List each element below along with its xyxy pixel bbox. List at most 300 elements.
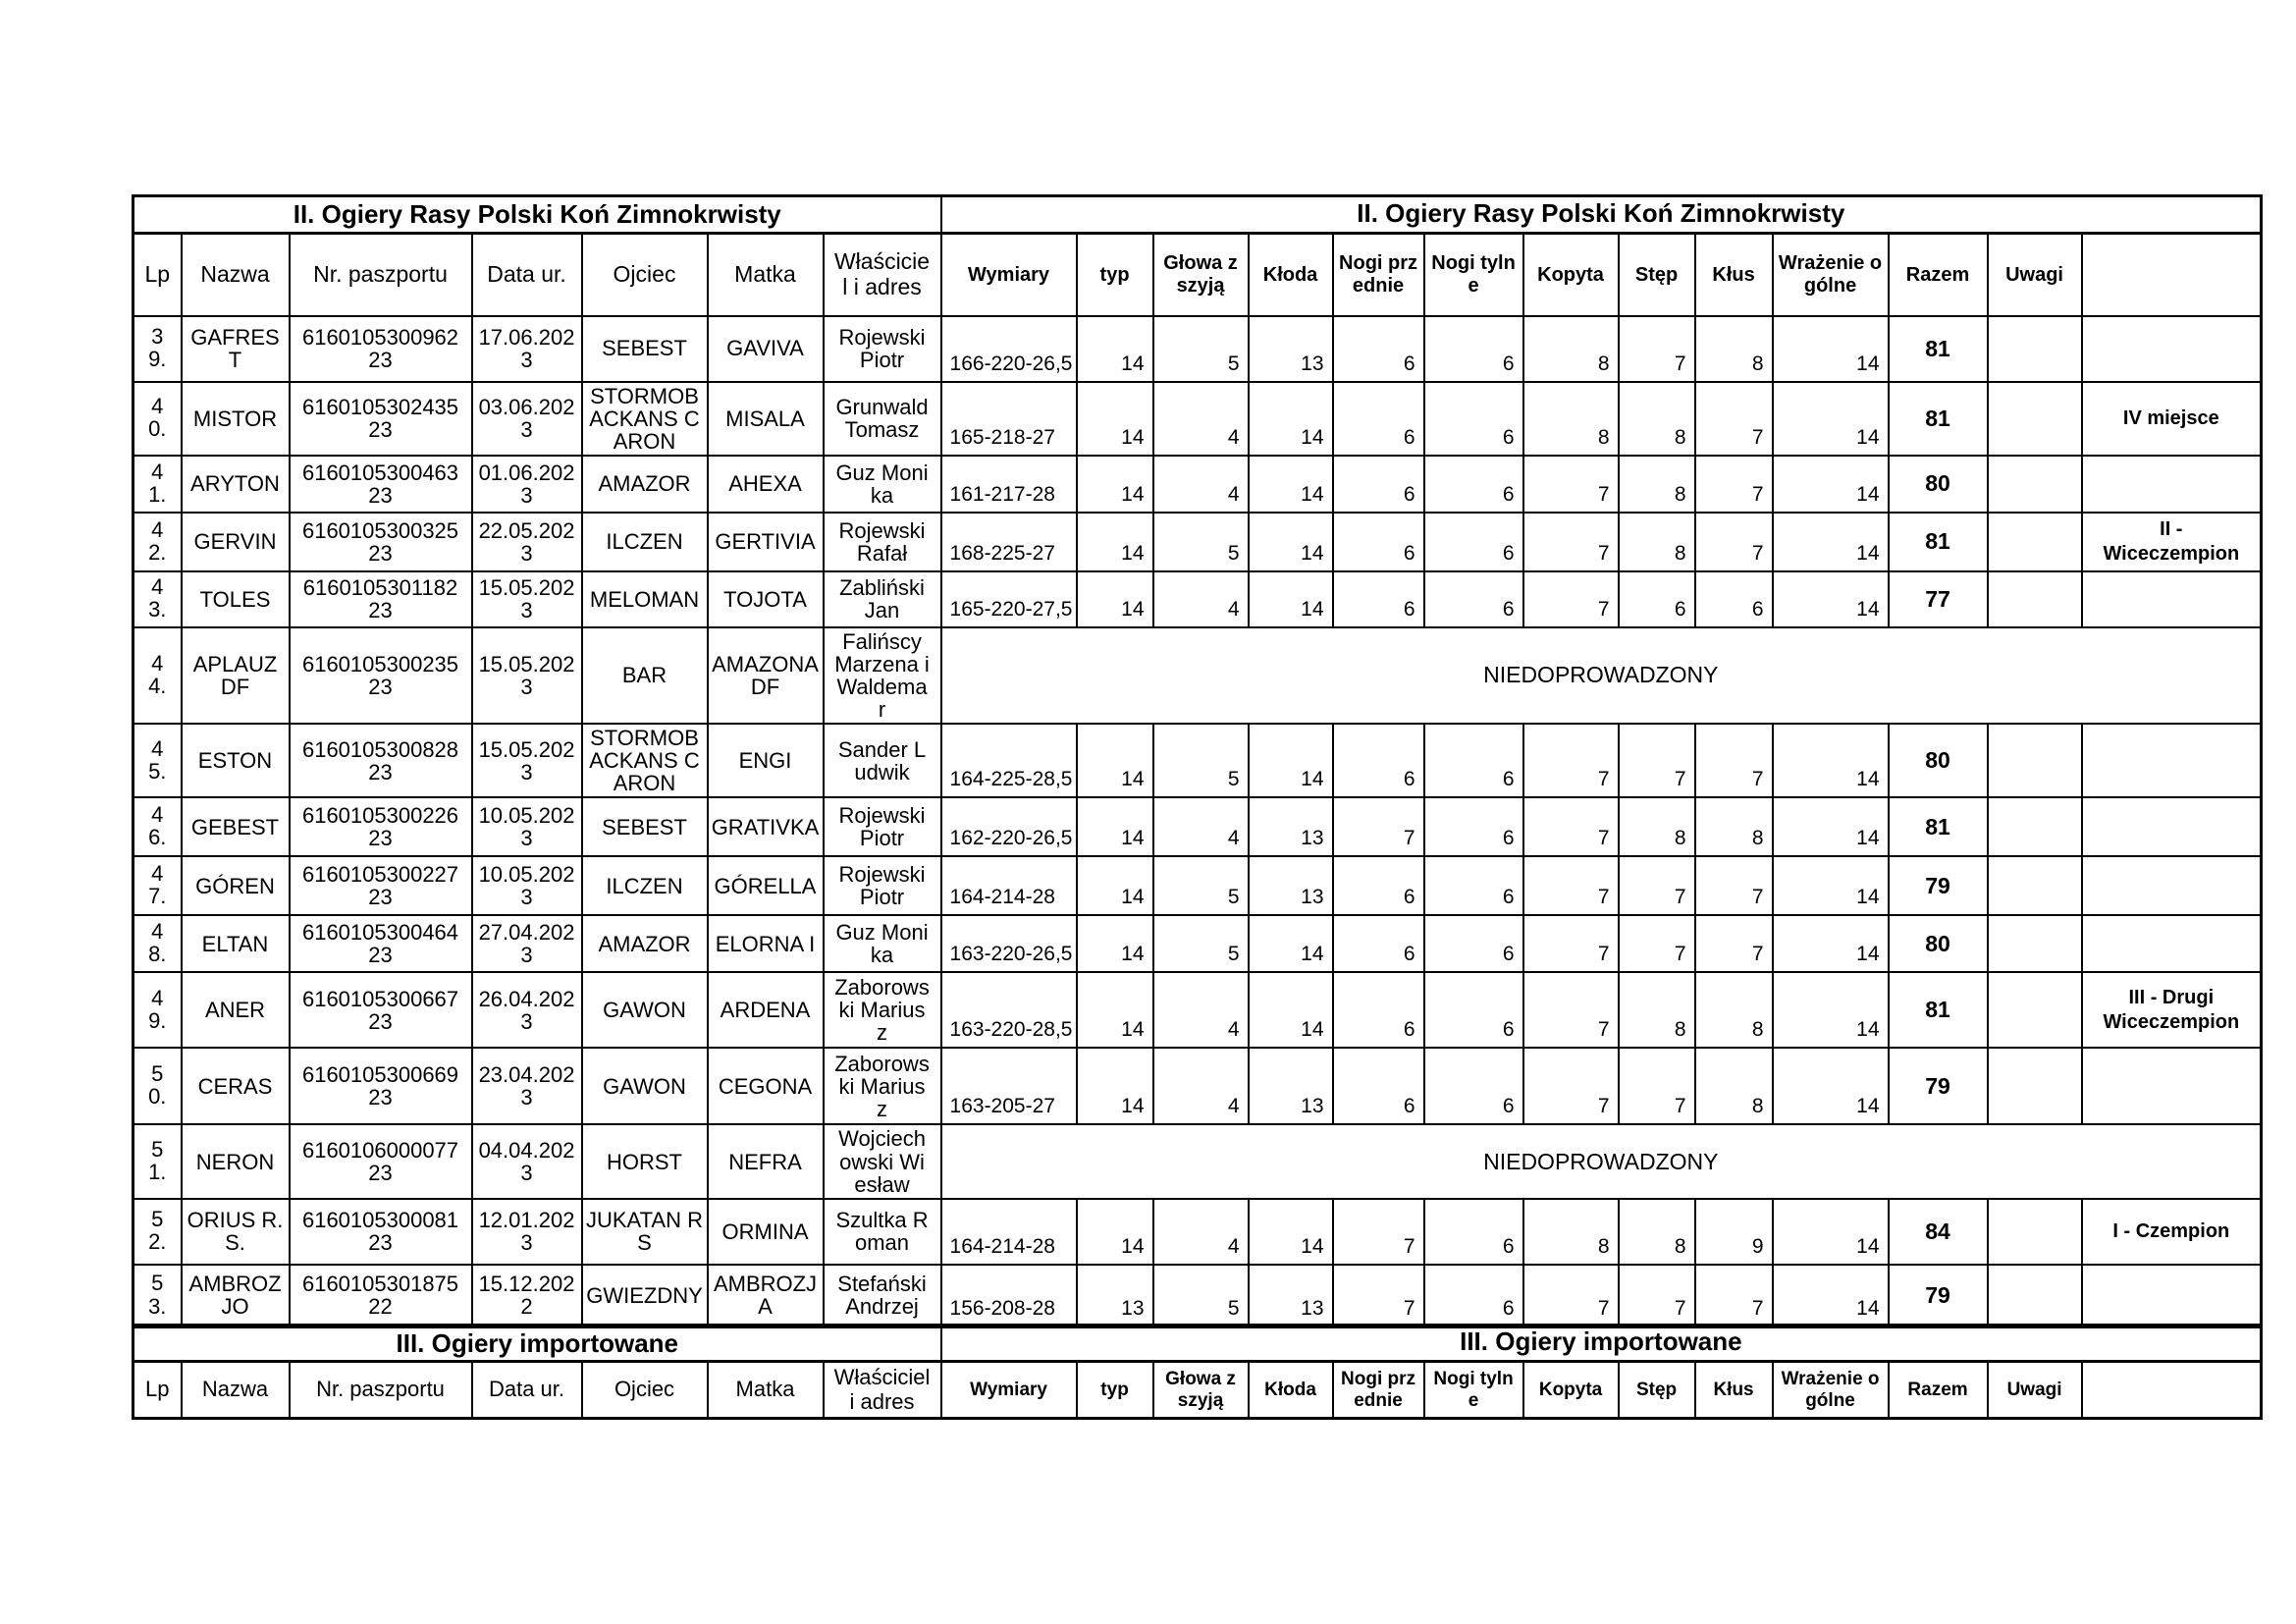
cell-nogi_przednie: 6 [1333, 915, 1424, 972]
cell-paszport: 616010530118223 [290, 571, 472, 627]
cell-kopyta: 7 [1523, 513, 1619, 571]
cell-wlasciciel: Wojciechowski Wiesław [824, 1124, 941, 1198]
lp-text: 46. [148, 802, 167, 850]
cell-wymiary: 156-208-28 [941, 1265, 1077, 1327]
table-row-45 [133, 724, 2262, 797]
cell-ojciec: BAR [582, 627, 708, 724]
cell-ojciec: SEBEST [582, 797, 708, 856]
cell-nogi_tylne: 6 [1424, 972, 1523, 1048]
cell-step: 6 [1619, 571, 1695, 627]
cell-razem: 79 [1889, 1048, 1988, 1124]
cell-wrazenie: 14 [1773, 1265, 1889, 1327]
lp-text: 47. [148, 861, 167, 909]
cell-wrazenie: 14 [1773, 797, 1889, 856]
column-header-wrazenie: Wrażenie ogólne [1773, 234, 1889, 316]
cell-lp [133, 915, 182, 972]
cell-matka: MISALA [708, 382, 824, 456]
cell-nogi_przednie: 6 [1333, 382, 1424, 456]
cell-paszport: 616010530187522 [290, 1265, 472, 1327]
table-row-44 [133, 627, 2262, 724]
cell-kloda: 14 [1249, 456, 1333, 513]
cell-step: 8 [1619, 797, 1695, 856]
cell-nazwa: ARYTON [182, 456, 290, 513]
cell-miejsce [2082, 1048, 2262, 1124]
cell-typ: 14 [1077, 797, 1153, 856]
cell-data_ur: 15.12.2022 [472, 1265, 582, 1327]
cell-lp [133, 571, 182, 627]
cell-ojciec: ILCZEN [582, 513, 708, 571]
column-header-razem: Razem [1889, 234, 1988, 316]
cell-nazwa: TOLES [182, 571, 290, 627]
cell-uwagi [1988, 972, 2082, 1048]
cell-paszport: 616010530008123 [290, 1199, 472, 1265]
cell-klus: 7 [1695, 856, 1773, 915]
cell-klus: 7 [1695, 513, 1773, 571]
cell-kopyta: 8 [1523, 1199, 1619, 1265]
cell-razem: 81 [1889, 972, 1988, 1048]
table-row-40 [133, 382, 2262, 456]
cell-typ: 14 [1077, 724, 1153, 797]
table-row-53 [133, 1265, 2262, 1327]
table-row-43 [133, 571, 2262, 627]
cell-nogi_tylne: 6 [1424, 1199, 1523, 1265]
cell-klus: 8 [1695, 316, 1773, 382]
cell-matka: ENGI [708, 724, 824, 797]
cell-klus: 8 [1695, 1048, 1773, 1124]
cell-razem: 81 [1889, 797, 1988, 856]
cell-wrazenie: 14 [1773, 316, 1889, 382]
column-header-miejsce [2082, 1362, 2262, 1419]
column-header-typ: typ [1077, 234, 1153, 316]
column-header-lp: Lp [133, 1362, 182, 1419]
cell-klus: 8 [1695, 972, 1773, 1048]
cell-wlasciciel: Zaborowski Mariusz [824, 972, 941, 1048]
cell-nazwa: ANER [182, 972, 290, 1048]
cell-glowa: 4 [1153, 456, 1249, 513]
cell-uwagi [1988, 382, 2082, 456]
cell-wlasciciel: Szultka Roman [824, 1199, 941, 1265]
cell-step: 8 [1619, 456, 1695, 513]
cell-kopyta: 7 [1523, 972, 1619, 1048]
cell-typ: 14 [1077, 456, 1153, 513]
cell-ojciec: AMAZOR [582, 915, 708, 972]
cell-matka: ELORNA I [708, 915, 824, 972]
section2-title-row [133, 196, 2262, 234]
column-header-matka: Matka [708, 234, 824, 316]
cell-ojciec: MELOMAN [582, 571, 708, 627]
column-header-wlasciciel: Właściciel i adres [824, 1362, 941, 1419]
cell-typ: 14 [1077, 1048, 1153, 1124]
cell-matka: AHEXA [708, 456, 824, 513]
cell-data_ur: 04.04.2023 [472, 1124, 582, 1198]
cell-matka: ARDENA [708, 972, 824, 1048]
column-header-ojciec: Ojciec [582, 234, 708, 316]
cell-wymiary: 164-214-28 [941, 856, 1077, 915]
cell-razem: 80 [1889, 456, 1988, 513]
cell-ojciec: GAWON [582, 1048, 708, 1124]
column-header-ojciec: Ojciec [582, 1362, 708, 1419]
cell-data_ur: 15.05.2023 [472, 627, 582, 724]
cell-miejsce [2082, 1265, 2262, 1327]
cell-paszport: 616010530082823 [290, 724, 472, 797]
cell-step: 8 [1619, 972, 1695, 1048]
cell-nazwa: ESTON [182, 724, 290, 797]
cell-kloda: 14 [1249, 972, 1333, 1048]
cell-lp [133, 456, 182, 513]
cell-ojciec: GWIEZDNY [582, 1265, 708, 1327]
lp-text: 48. [148, 919, 167, 967]
cell-paszport: 616010530046423 [290, 915, 472, 972]
cell-kloda: 13 [1249, 1265, 1333, 1327]
cell-wymiary: 165-220-27,5 [941, 571, 1077, 627]
cell-klus: 7 [1695, 382, 1773, 456]
cell-glowa: 5 [1153, 513, 1249, 571]
cell-wrazenie: 14 [1773, 513, 1889, 571]
cell-ojciec: STORMOBACKANS CARON [582, 724, 708, 797]
cell-glowa: 4 [1153, 972, 1249, 1048]
cell-nazwa: ORIUS R.S. [182, 1199, 290, 1265]
cell-glowa: 4 [1153, 1048, 1249, 1124]
cell-razem: 81 [1889, 316, 1988, 382]
cell-uwagi [1988, 797, 2082, 856]
cell-nogi_tylne: 6 [1424, 456, 1523, 513]
cell-miejsce [2082, 915, 2262, 972]
lp-text: 50. [148, 1061, 167, 1110]
cell-wlasciciel: Falińscy Marzena i Waldemar [824, 627, 941, 724]
cell-typ: 14 [1077, 972, 1153, 1048]
table-row-39 [133, 316, 2262, 382]
column-header-row [133, 1362, 2262, 1419]
cell-wlasciciel: Grunwald Tomasz [824, 382, 941, 456]
cell-miejsce [2082, 856, 2262, 915]
cell-nogi_przednie: 6 [1333, 1048, 1424, 1124]
cell-lp [133, 513, 182, 571]
cell-matka: NEFRA [708, 1124, 824, 1198]
cell-uwagi [1988, 571, 2082, 627]
cell-wymiary: 165-218-27 [941, 382, 1077, 456]
cell-wlasciciel: Guz Monika [824, 915, 941, 972]
cell-glowa: 5 [1153, 856, 1249, 915]
cell-step: 8 [1619, 1199, 1695, 1265]
cell-kloda: 14 [1249, 513, 1333, 571]
cell-glowa: 4 [1153, 1199, 1249, 1265]
cell-paszport: 616010600007723 [290, 1124, 472, 1198]
cell-miejsce: I - Czempion [2082, 1199, 2262, 1265]
table-row-41 [133, 456, 2262, 513]
lp-text: 44. [148, 650, 167, 699]
cell-wlasciciel: Rojewski Piotr [824, 316, 941, 382]
cell-step: 7 [1619, 316, 1695, 382]
cell-ojciec: ILCZEN [582, 856, 708, 915]
cell-uwagi [1988, 456, 2082, 513]
cell-razem: 79 [1889, 1265, 1988, 1327]
column-header-miejsce [2082, 234, 2262, 316]
cell-miejsce [2082, 797, 2262, 856]
table-row-48 [133, 915, 2262, 972]
cell-step: 8 [1619, 513, 1695, 571]
cell-nazwa: AMBROZJO [182, 1265, 290, 1327]
column-header-uwagi: Uwagi [1988, 234, 2082, 316]
lp-text: 53. [148, 1271, 167, 1319]
cell-kloda: 13 [1249, 797, 1333, 856]
column-header-row [133, 234, 2262, 316]
column-header-wrazenie: Wrażenie ogólne [1773, 1362, 1889, 1419]
cell-niedoprowadzony: NIEDOPROWADZONY [941, 1124, 2262, 1198]
cell-matka: GRATIVKA [708, 797, 824, 856]
cell-nazwa: MISTOR [182, 382, 290, 456]
cell-lp [133, 1048, 182, 1124]
cell-kloda: 14 [1249, 571, 1333, 627]
cell-uwagi [1988, 1048, 2082, 1124]
cell-nogi_tylne: 6 [1424, 1048, 1523, 1124]
cell-step: 7 [1619, 915, 1695, 972]
cell-wlasciciel: Stefański Andrzej [824, 1265, 941, 1327]
cell-kopyta: 7 [1523, 456, 1619, 513]
cell-data_ur: 15.05.2023 [472, 724, 582, 797]
cell-ojciec: HORST [582, 1124, 708, 1198]
cell-typ: 14 [1077, 316, 1153, 382]
lp-text: 42. [148, 516, 167, 565]
cell-uwagi [1988, 316, 2082, 382]
column-header-kopyta: Kopyta [1523, 234, 1619, 316]
cell-typ: 14 [1077, 1199, 1153, 1265]
section3-title-row [133, 1326, 2262, 1362]
section2-table [132, 194, 2263, 1328]
column-header-typ: typ [1077, 1362, 1153, 1419]
cell-matka: AMAZONA DF [708, 627, 824, 724]
cell-miejsce: II - Wiceczempion [2082, 513, 2262, 571]
table-row-42 [133, 513, 2262, 571]
cell-nogi_tylne: 6 [1424, 316, 1523, 382]
column-header-klus: Kłus [1695, 1362, 1773, 1419]
cell-kopyta: 7 [1523, 571, 1619, 627]
cell-matka: AMBROZJA [708, 1265, 824, 1327]
column-header-data_ur: Data ur. [472, 234, 582, 316]
cell-nazwa: ELTAN [182, 915, 290, 972]
cell-nogi_przednie: 6 [1333, 316, 1424, 382]
cell-wymiary: 163-220-28,5 [941, 972, 1077, 1048]
column-header-nogi_tylne: Nogi tylne [1424, 234, 1523, 316]
cell-nazwa: GAFREST [182, 316, 290, 382]
section3-table [132, 1324, 2263, 1420]
cell-kloda: 14 [1249, 915, 1333, 972]
column-header-kopyta: Kopyta [1523, 1362, 1619, 1419]
column-header-razem: Razem [1889, 1362, 1988, 1419]
cell-nogi_przednie: 6 [1333, 571, 1424, 627]
cell-glowa: 5 [1153, 316, 1249, 382]
cell-niedoprowadzony: NIEDOPROWADZONY [941, 627, 2262, 724]
cell-lp [133, 856, 182, 915]
cell-paszport: 616010530096223 [290, 316, 472, 382]
cell-wymiary: 164-214-28 [941, 1199, 1077, 1265]
cell-typ: 13 [1077, 1265, 1153, 1327]
cell-lp [133, 382, 182, 456]
cell-kloda: 13 [1249, 316, 1333, 382]
cell-wrazenie: 14 [1773, 724, 1889, 797]
cell-klus: 7 [1695, 724, 1773, 797]
cell-razem: 77 [1889, 571, 1988, 627]
cell-razem: 81 [1889, 513, 1988, 571]
cell-wymiary: 164-225-28,5 [941, 724, 1077, 797]
column-header-nazwa: Nazwa [182, 1362, 290, 1419]
cell-wrazenie: 14 [1773, 972, 1889, 1048]
cell-paszport: 616010530022723 [290, 856, 472, 915]
cell-kloda: 14 [1249, 1199, 1333, 1265]
cell-matka: GERTIVIA [708, 513, 824, 571]
cell-nazwa: GEBEST [182, 797, 290, 856]
cell-nogi_przednie: 6 [1333, 513, 1424, 571]
cell-nogi_przednie: 6 [1333, 856, 1424, 915]
cell-lp [133, 627, 182, 724]
cell-wymiary: 163-220-26,5 [941, 915, 1077, 972]
cell-paszport: 616010530243523 [290, 382, 472, 456]
cell-data_ur: 03.06.2023 [472, 382, 582, 456]
table-row-51 [133, 1124, 2262, 1198]
cell-typ: 14 [1077, 856, 1153, 915]
cell-wymiary: 163-205-27 [941, 1048, 1077, 1124]
cell-miejsce [2082, 316, 2262, 382]
cell-lp [133, 972, 182, 1048]
column-header-step: Stęp [1619, 234, 1695, 316]
cell-lp [133, 797, 182, 856]
cell-matka: TOJOTA [708, 571, 824, 627]
cell-nogi_przednie: 7 [1333, 797, 1424, 856]
cell-razem: 80 [1889, 724, 1988, 797]
cell-typ: 14 [1077, 513, 1153, 571]
lp-text: 52. [148, 1207, 167, 1255]
cell-miejsce: III - Drugi Wiceczempion [2082, 972, 2262, 1048]
cell-glowa: 4 [1153, 571, 1249, 627]
cell-nazwa: GÓREN [182, 856, 290, 915]
cell-wlasciciel: Sander Ludwik [824, 724, 941, 797]
cell-nogi_tylne: 6 [1424, 382, 1523, 456]
cell-wrazenie: 14 [1773, 915, 1889, 972]
column-header-klus: Kłus [1695, 234, 1773, 316]
cell-nogi_tylne: 6 [1424, 513, 1523, 571]
lp-text: 49. [148, 985, 167, 1033]
cell-razem: 80 [1889, 915, 1988, 972]
cell-nazwa: NERON [182, 1124, 290, 1198]
table-row-52 [133, 1199, 2262, 1265]
cell-nogi_tylne: 6 [1424, 915, 1523, 972]
cell-uwagi [1988, 513, 2082, 571]
cell-data_ur: 10.05.2023 [472, 856, 582, 915]
cell-data_ur: 10.05.2023 [472, 797, 582, 856]
cell-klus: 7 [1695, 915, 1773, 972]
cell-ojciec: SEBEST [582, 316, 708, 382]
cell-klus: 7 [1695, 1265, 1773, 1327]
cell-wymiary: 161-217-28 [941, 456, 1077, 513]
cell-kopyta: 8 [1523, 316, 1619, 382]
cell-paszport: 616010530046323 [290, 456, 472, 513]
column-header-wymiary: Wymiary [941, 234, 1077, 316]
cell-nazwa: CERAS [182, 1048, 290, 1124]
cell-miejsce [2082, 571, 2262, 627]
cell-data_ur: 15.05.2023 [472, 571, 582, 627]
cell-uwagi [1988, 915, 2082, 972]
column-header-wlasciciel: Właściciel i adres [824, 234, 941, 316]
cell-matka: ORMINA [708, 1199, 824, 1265]
cell-nazwa: APLAUZ DF [182, 627, 290, 724]
cell-wrazenie: 14 [1773, 571, 1889, 627]
lp-text: 40. [148, 394, 167, 442]
cell-klus: 6 [1695, 571, 1773, 627]
cell-ojciec: AMAZOR [582, 456, 708, 513]
cell-nogi_przednie: 7 [1333, 1199, 1424, 1265]
cell-step: 7 [1619, 724, 1695, 797]
cell-kopyta: 7 [1523, 1048, 1619, 1124]
cell-ojciec: STORMOBACKANS CARON [582, 382, 708, 456]
cell-paszport: 616010530066923 [290, 1048, 472, 1124]
cell-kopyta: 8 [1523, 382, 1619, 456]
cell-lp [133, 316, 182, 382]
column-header-wymiary: Wymiary [941, 1362, 1077, 1419]
cell-kloda: 14 [1249, 382, 1333, 456]
cell-step: 7 [1619, 856, 1695, 915]
cell-wymiary: 166-220-26,5 [941, 316, 1077, 382]
cell-wlasciciel: Rojewski Piotr [824, 856, 941, 915]
cell-wlasciciel: Zabliński Jan [824, 571, 941, 627]
cell-kopyta: 7 [1523, 724, 1619, 797]
table-row-46 [133, 797, 2262, 856]
column-header-paszport: Nr. paszportu [290, 234, 472, 316]
column-header-step: Stęp [1619, 1362, 1695, 1419]
lp-text: 39. [148, 323, 167, 372]
column-header-kloda: Kłoda [1249, 1362, 1333, 1419]
cell-uwagi [1988, 1265, 2082, 1327]
cell-matka: GAVIVA [708, 316, 824, 382]
lp-text: 41. [148, 459, 167, 507]
cell-lp [133, 1124, 182, 1198]
cell-razem: 79 [1889, 856, 1988, 915]
cell-klus: 7 [1695, 456, 1773, 513]
column-header-glowa: Głowa z szyją [1153, 234, 1249, 316]
cell-miejsce: IV miejsce [2082, 382, 2262, 456]
cell-klus: 9 [1695, 1199, 1773, 1265]
cell-data_ur: 17.06.2023 [472, 316, 582, 382]
cell-wlasciciel: Rojewski Rafał [824, 513, 941, 571]
cell-nogi_przednie: 6 [1333, 456, 1424, 513]
cell-wlasciciel: Guz Monika [824, 456, 941, 513]
cell-step: 7 [1619, 1265, 1695, 1327]
cell-matka: GÓRELLA [708, 856, 824, 915]
column-header-matka: Matka [708, 1362, 824, 1419]
cell-data_ur: 01.06.2023 [472, 456, 582, 513]
cell-typ: 14 [1077, 382, 1153, 456]
lp-text: 51. [148, 1137, 167, 1185]
cell-kopyta: 7 [1523, 915, 1619, 972]
column-header-uwagi: Uwagi [1988, 1362, 2082, 1419]
cell-wrazenie: 14 [1773, 1199, 1889, 1265]
cell-nogi_przednie: 7 [1333, 1265, 1424, 1327]
cell-razem: 84 [1889, 1199, 1988, 1265]
cell-data_ur: 27.04.2023 [472, 915, 582, 972]
column-header-kloda: Kłoda [1249, 234, 1333, 316]
cell-ojciec: JUKATAN RS [582, 1199, 708, 1265]
cell-ojciec: GAWON [582, 972, 708, 1048]
column-header-nazwa: Nazwa [182, 234, 290, 316]
cell-wrazenie: 14 [1773, 1048, 1889, 1124]
table-row-47 [133, 856, 2262, 915]
cell-glowa: 5 [1153, 1265, 1249, 1327]
cell-wlasciciel: Zaborowski Mariusz [824, 1048, 941, 1124]
cell-glowa: 4 [1153, 797, 1249, 856]
cell-kloda: 14 [1249, 724, 1333, 797]
column-header-paszport: Nr. paszportu [290, 1362, 472, 1419]
cell-nogi_tylne: 6 [1424, 571, 1523, 627]
cell-miejsce [2082, 724, 2262, 797]
cell-wymiary: 162-220-26,5 [941, 797, 1077, 856]
